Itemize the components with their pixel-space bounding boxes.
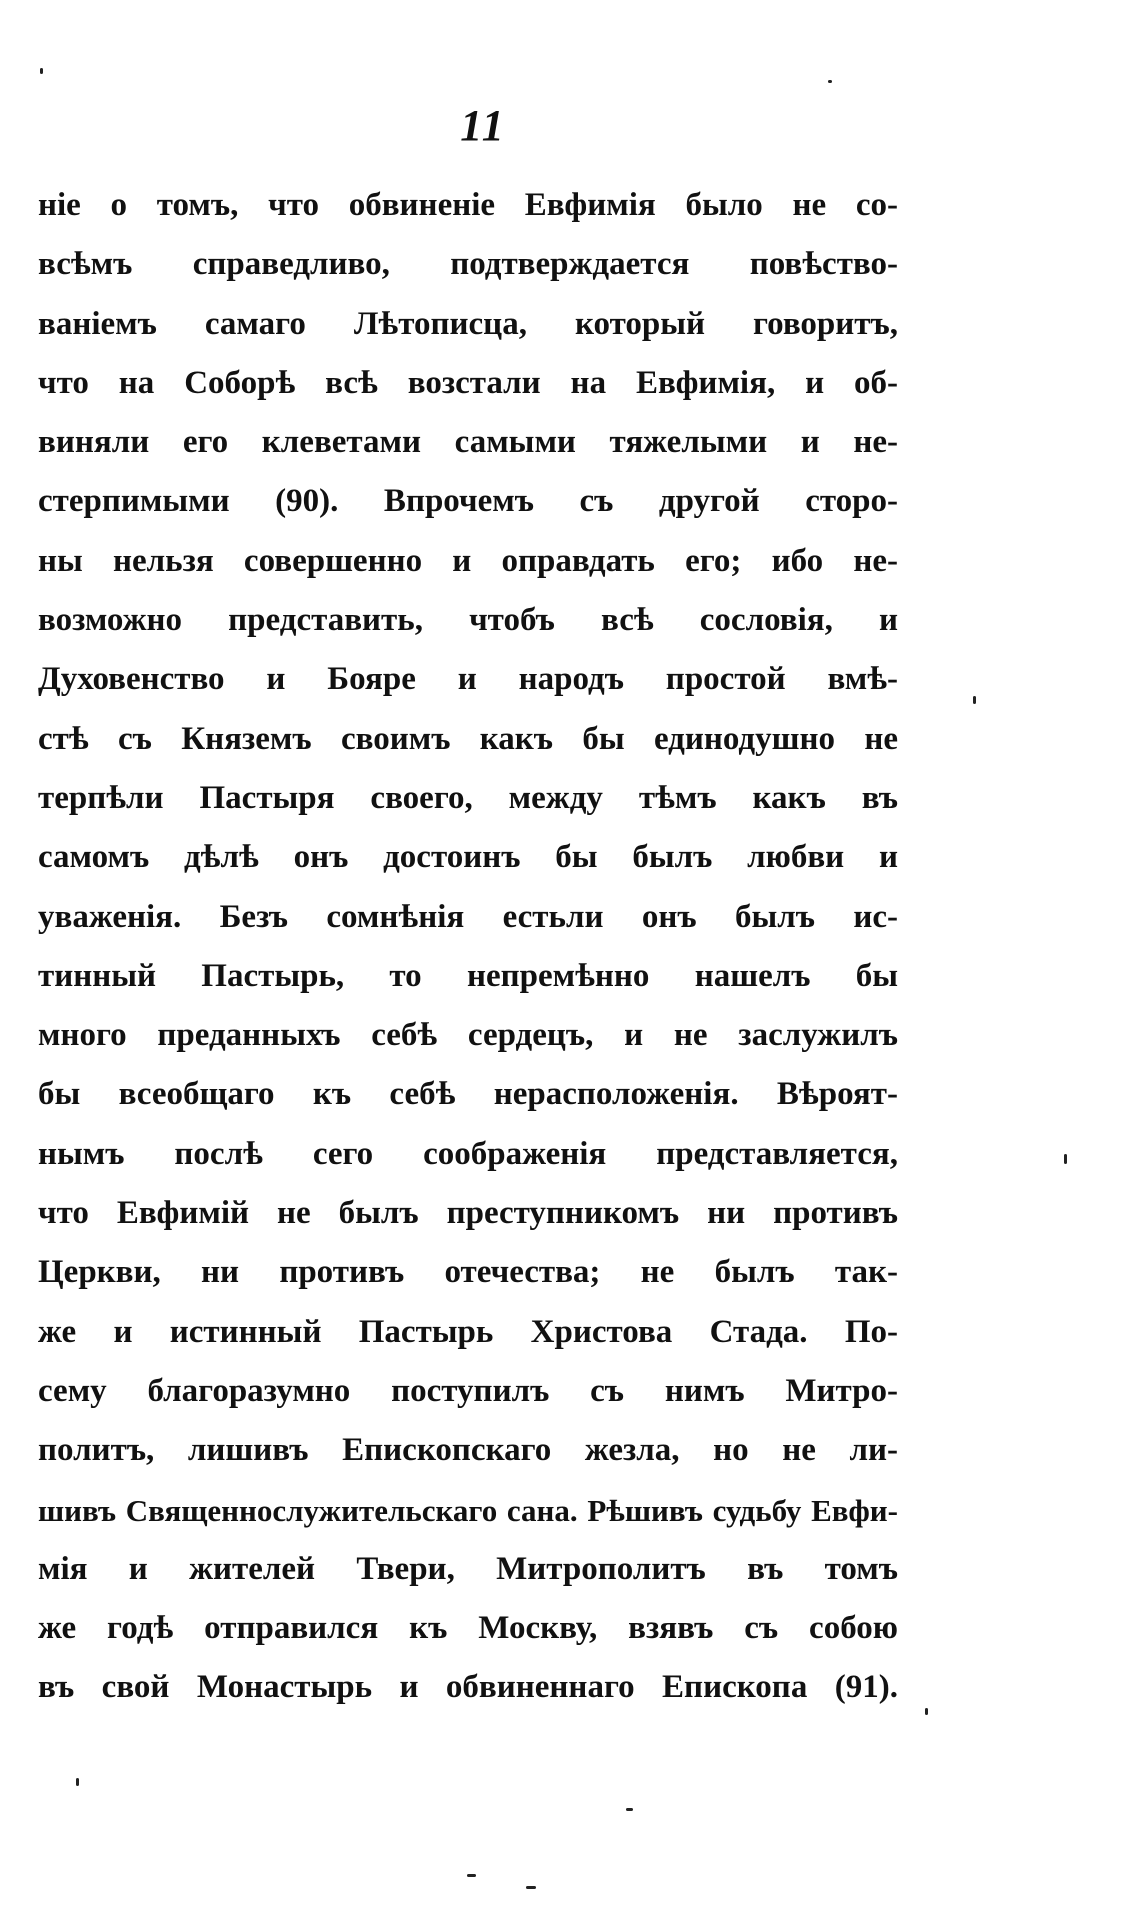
text-line: уваженія. Безъ сомнѣнія естьли онъ былъ ис- [38,898,898,935]
page-number: 11 [460,101,506,150]
scan-speck [925,1708,928,1715]
scan-speck [467,1874,476,1877]
text-line: же годѣ отправился къ Москву, взявъ съ собою [38,1610,898,1647]
text-line: много преданныхъ себѣ сердецъ, и не заслужилъ [38,1017,898,1054]
text-line: бы всеобщаго къ себѣ нерасположенія. Вѣроят- [38,1076,898,1113]
scan-speck [973,696,976,704]
text-line: въ свой Монастырь и обвиненнаго Епископа (91). [38,1669,898,1706]
text-line: ніе о томъ, что обвиненіе Евфимія было не со- [38,187,898,223]
text-line: что на Соборѣ всѣ возстали на Евфимія, и об- [38,364,898,401]
text-line: тинный Пастырь, то непремѣнно нашелъ бы [38,957,898,994]
text-line: мія и жителей Твери, Митрополитъ въ томъ [38,1550,898,1587]
scan-speck [40,68,43,74]
text-line: Церкви, ни противъ отечества; не былъ так- [38,1254,898,1291]
text-line: стѣ съ Княземъ своимъ какъ бы единодушно не [38,720,898,757]
scan-speck [76,1778,79,1786]
text-line: шивъ Священнослужительскаго сана. Рѣшивъ судьбу Евфи- [38,1492,898,1528]
text-line: виняли его клеветами самыми тяжелыми и не- [38,424,898,461]
text-line: же и истинный Пастырь Христова Стада. По- [38,1313,898,1350]
text-line: нымъ послѣ сего соображенія представляется, [38,1135,898,1172]
text-line: всѣмъ справедливо, подтверждается повѣство- [38,246,898,283]
text-line: Духовенство и Бояре и народъ простой вмѣ- [38,661,898,698]
scan-speck [526,1886,536,1889]
body-text [38,176,898,1718]
text-line: возможно представить, чтобъ всѣ сословія, и [38,602,898,639]
text-line: что Евфимій не былъ преступникомъ ни противъ [38,1195,898,1232]
text-line: стерпимыми (90). Впрочемъ съ другой сторо- [38,483,898,520]
scan-speck [626,1808,633,1811]
text-line: терпѣли Пастыря своего, между тѣмъ какъ въ [38,779,898,816]
text-line: ваніемъ самаго Лѣтописца, который говоритъ, [38,305,898,342]
scan-speck [828,80,832,83]
text-line: сему благоразумно поступилъ съ нимъ Митро- [38,1372,898,1409]
scan-speck [1064,1154,1067,1164]
text-line: политъ, лишивъ Епископскаго жезла, но не ли- [38,1432,898,1469]
text-line: ны нельзя совершенно и оправдать его; ибо не- [38,542,898,579]
text-line: самомъ дѣлѣ онъ достоинъ бы былъ любви и [38,839,898,876]
